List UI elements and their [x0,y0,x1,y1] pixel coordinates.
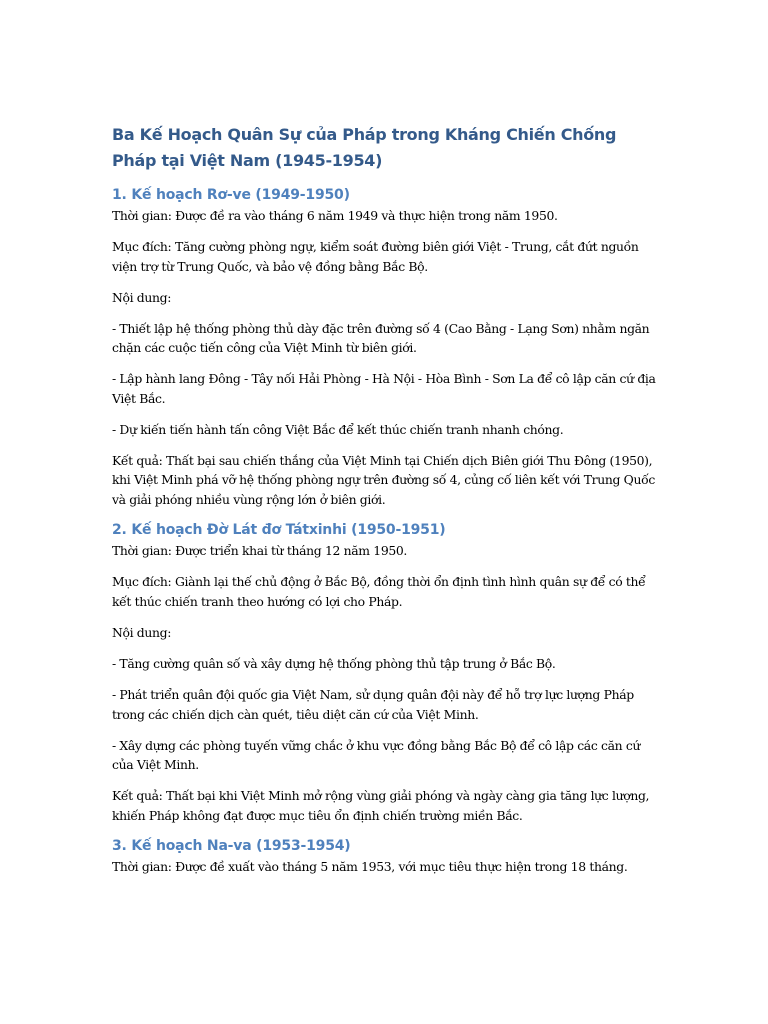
paragraph: Nội dung: [112,289,172,305]
paragraph: Nội dung: [112,625,172,641]
section-heading: 1. Kế hoạch Rơ-ve (1949-1950) [112,187,350,203]
paragraph: - Lập hành lang Đông - Tây nối Hải Phòng - Hà Nội - Hòa Bình - Sơn La để cô lập căn cứ địa Việt Bắc. [112,371,656,406]
paragraph: Kết quả: Thất bại khi Việt Minh mở rộng vùng giải phóng và ngày càng gia tăng lực lượng, khiến Pháp không đạt được mục tiêu ổn định chiến trường miền Bắc. [112,788,650,823]
paragraph: - Tăng cường quân số và xây dựng hệ thống phòng thủ tập trung ở Bắc Bộ. [112,656,556,672]
document-page [112,122,657,888]
paragraph: - Thiết lập hệ thống phòng thủ dày đặc trên đường số 4 (Cao Bằng - Lạng Sơn) nhằm ngăn chặn các cuộc tiến công của Việt Minh từ biên giới. [112,320,650,356]
paragraph: Thời gian: Được đề ra vào tháng 6 năm 1949 và thực hiện trong năm 1950. [112,208,558,223]
section-heading: 3. Kế hoạch Na-va (1953-1954) [112,838,351,855]
document-title: Ba Kế Hoạch Quân Sự của Pháp trong Kháng Chiến Chống Pháp tại Việt Nam (1945-1954) [112,125,617,170]
paragraph: Thời gian: Được triển khai từ tháng 12 năm 1950. [112,543,408,559]
section-heading: 2. Kế hoạch Đờ Lát đơ Tátxinhi (1950-1951) [112,522,446,539]
section-plan-de-lattre [112,520,657,825]
paragraph: - Xây dựng các phòng tuyến vững chắc ở khu vực đồng bằng Bắc Bộ để cô lập các căn cứ của Việt Minh. [112,737,641,773]
paragraph: - Phát triển quân đội quốc gia Việt Nam, sử dụng quân đội này để hỗ trợ lực lượng Pháp trong các chiến dịch càn quét, tiêu diệt căn cứ của Việt Minh. [112,687,634,722]
paragraph: - Dự kiến tiến hành tấn công Việt Bắc để kết thúc chiến tranh nhanh chóng. [112,421,564,437]
paragraph: Mục đích: Tăng cường phòng ngự, kiểm soát đường biên giới Việt - Trung, cắt đứt nguồn viện trợ từ Trung Quốc, và bảo vệ đồng bằng Bắc Bộ. [112,238,639,274]
section-plan-navarre [112,836,657,877]
paragraph: Kết quả: Thất bại sau chiến thắng của Việt Minh tại Chiến dịch Biên giới Thu Đông (1950), khi Việt Minh phá vỡ hệ thống phòng ngự trên đường số 4, củng cố liên kết với Trung Quốc và giải phóng nhiều vùng rộng lớn ở biên giới. [112,452,655,507]
paragraph: Mục đích: Giành lại thế chủ động ở Bắc Bộ, đồng thời ổn định tình hình quân sự để có thể kết thúc chiến tranh theo hướng có lợi cho Pháp. [112,574,646,610]
paragraph: Thời gian: Được đề xuất vào tháng 5 năm 1953, với mục tiêu thực hiện trong 18 tháng. [112,859,628,875]
section-plan-reve [112,185,657,509]
